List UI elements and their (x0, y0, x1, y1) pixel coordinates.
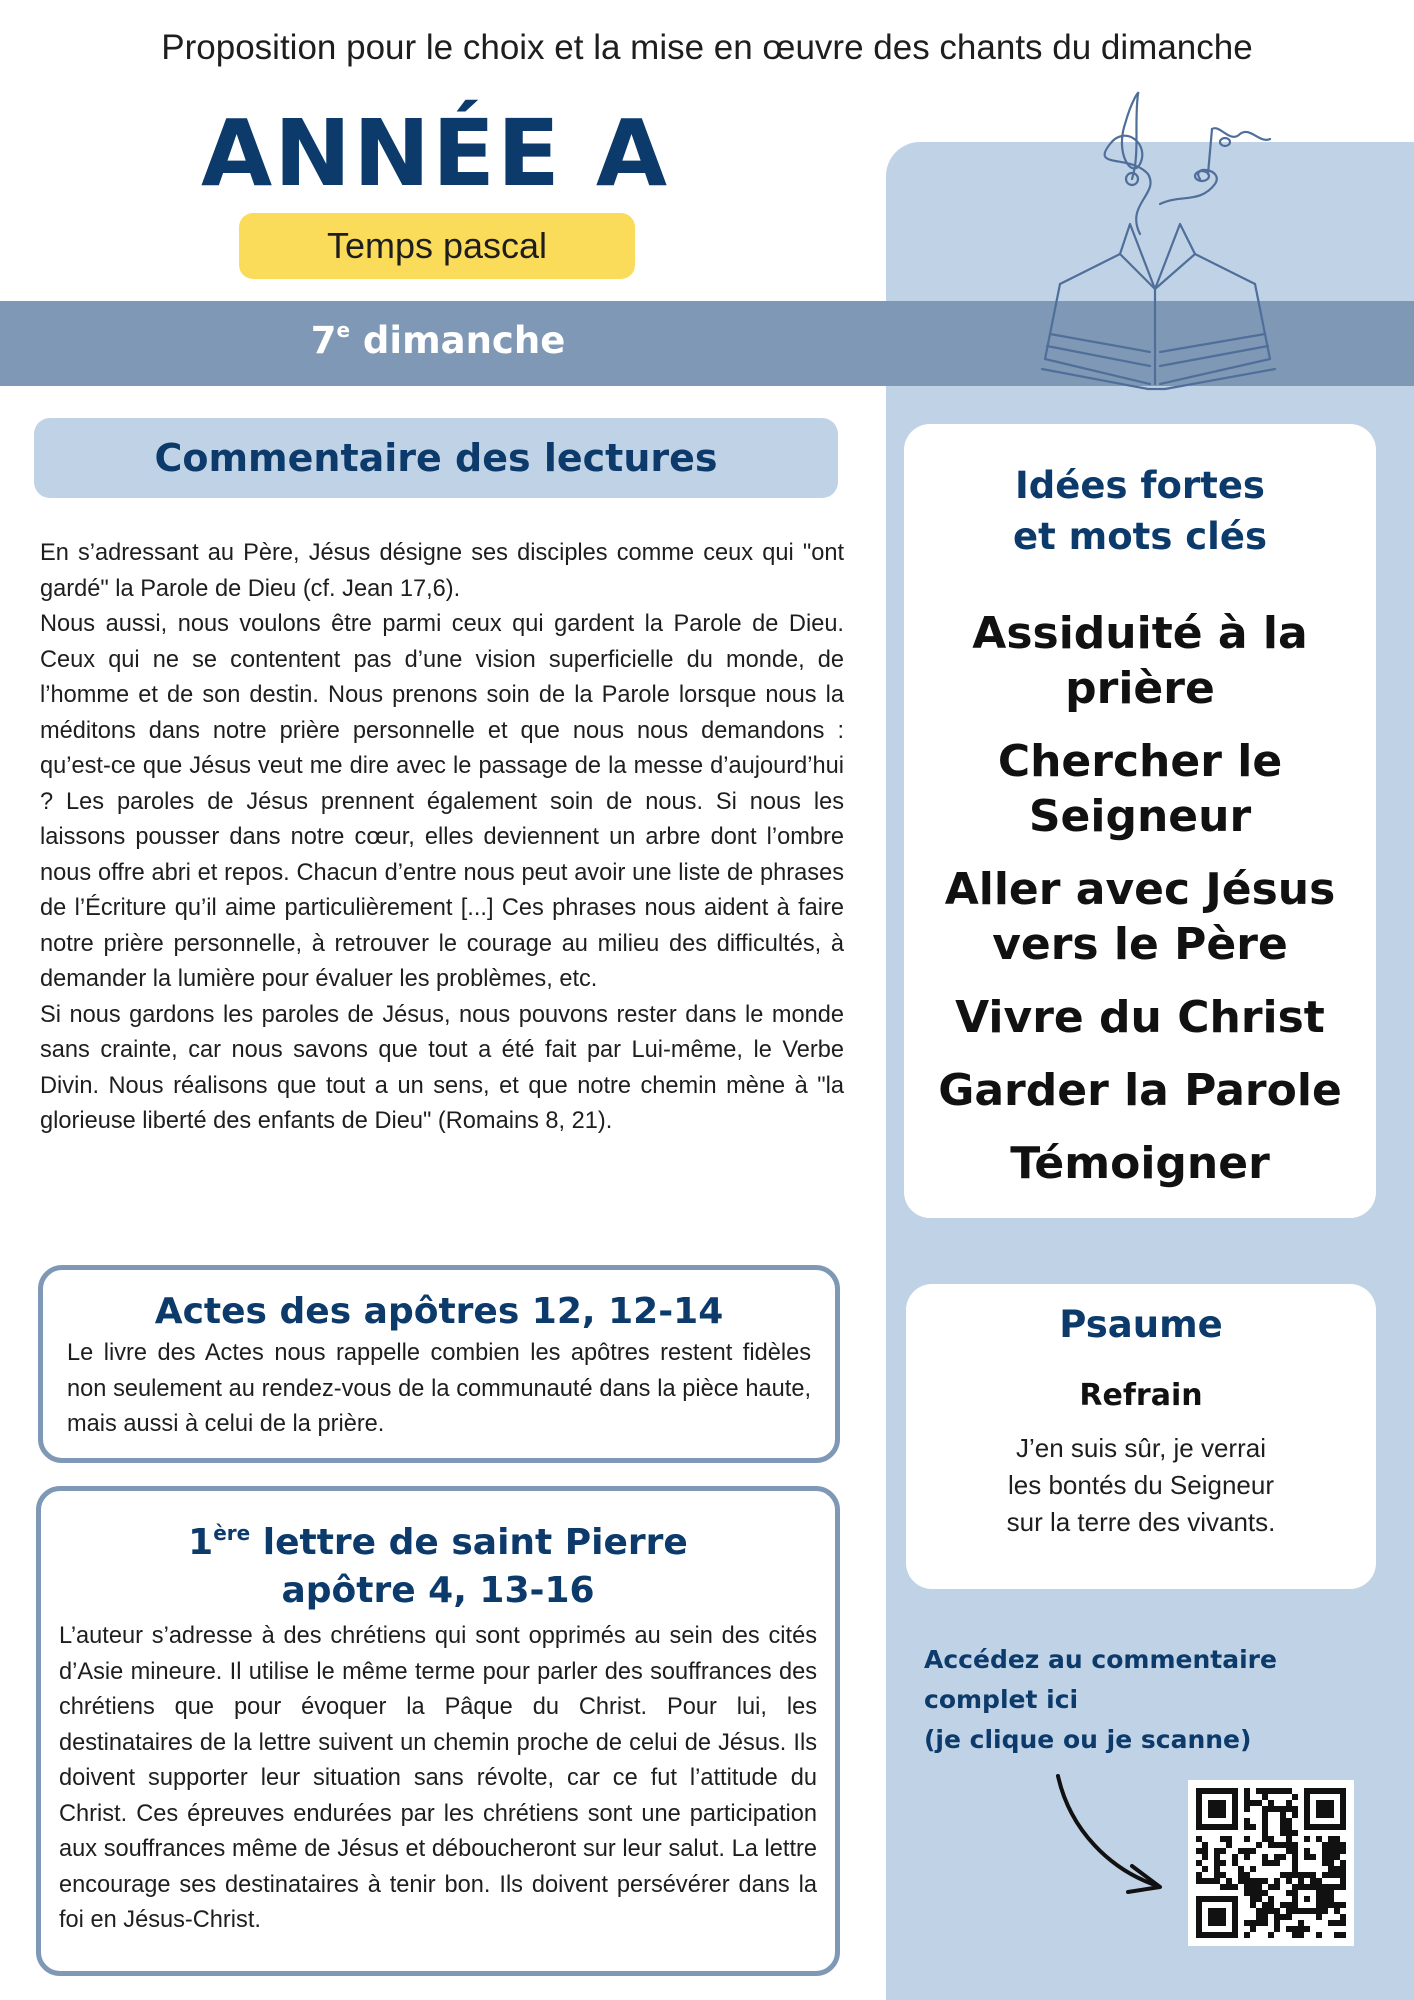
sunday-suffix: e (336, 318, 351, 342)
psalm-line: J’en suis sûr, je verrai (1016, 1433, 1266, 1463)
qr-code-icon (1196, 1788, 1346, 1938)
psalm-title: Psaume (1059, 1303, 1223, 1346)
sunday-word: dimanche (350, 319, 566, 362)
reading-peter-title (59, 1509, 817, 1615)
commentary-paragraph: En s’adressant au Père, Jésus désigne ses disciples comme ceux qui "ont gardé" la Parole de Dieu (cf. Jean 17,6). (40, 540, 844, 602)
keyword-item: Garder la Parole (938, 1065, 1342, 1116)
commentary-text (40, 536, 844, 1140)
qr-code[interactable] (1188, 1780, 1354, 1946)
reading-peter-box (36, 1486, 840, 1976)
commentary-paragraph: Si nous gardons les paroles de Jésus, nous pouvons rester dans le monde sans crainte, car nous savons que tout a été fait par Lui-même, le Verbe Divin. Nous réalisons que tout a un sens, et que notre chemin mène à "la glorieuse liberté des enfants de Dieu" (Romains 8, 21). (40, 1001, 844, 1134)
keyword-item: Chercher le Seigneur (997, 736, 1283, 842)
key-ideas-title-line1: Idées fortes (1015, 464, 1265, 507)
keyword-item: Aller avec Jésus vers le Père (944, 864, 1336, 970)
reading-peter-text: L’auteur s’adresse à des chrétiens qui sont opprimés au sein des cités d’Asie mineure. Il utilise le même terme pour parler des souffrances des chrétiens que pour évoquer la Pâque du Christ. Pour lui, les destinataires de la lettre suivent un chemin proche de celui de Jésus. Ils doivent supporter leur situation sans révolte, car ce fut l’attitude du Christ. Ces épreuves endurées par les chrétiens sont une participation aux souffrances même de Jésus et déboucheront sur leur salut. La lettre encourage ses destinataires à tenir bon. Ils doivent persévérer dans la foi en Jésus-Christ. (59, 1623, 817, 1933)
psalm-line: les bontés du Seigneur (1008, 1470, 1274, 1500)
sunday-title (0, 318, 876, 362)
reading-acts-box (38, 1265, 840, 1463)
commentary-heading: Commentaire des lectures (34, 418, 838, 498)
arrow-icon (1040, 1770, 1170, 1900)
commentary-paragraph: Nous aussi, nous voulons être parmi ceux qui gardent la Parole de Dieu. Ceux qui ne se contentent pas d’une vision superficielle du monde, de l’homme et de son destin. Nous prenons soin de la Parole lorsque nous la méditons dans notre prière personnelle et que nous nous demandons : qu’est-ce que Jésus veut me dire avec le passage de la messe d’aujourd’hui ? Les paroles de Jésus prennent également soin de nous. Si nous les laissons pousser dans notre cœur, elles deviennent un arbre dont l’ombre nous offre abri et repos. Chacun d’entre nous peut avoir une liste de phrases de l’Écriture qu’il aime particulièrement [...] Ces phrases nous aident à faire notre prière personnelle, à retrouver le courage au milieu des difficultés, à demander la lumière pour évaluer les problèmes, etc. (40, 611, 844, 992)
key-ideas-title (904, 460, 1376, 562)
psalm-card (906, 1284, 1376, 1589)
psalm-line: sur la terre des vivants. (1006, 1507, 1276, 1537)
key-ideas-card (904, 424, 1376, 1218)
page-subtitle: Proposition pour le choix et la mise en œuvre des chants du dimanche (161, 28, 1253, 67)
reading-acts-title: Actes des apôtres 12, 12-14 (154, 1291, 724, 1332)
access-line: (je clique ou je scanne) (924, 1725, 1252, 1754)
keyword-item: Vivre du Christ (955, 992, 1325, 1043)
access-line: Accédez au commentaire (924, 1645, 1277, 1674)
refrain-label: Refrain (1079, 1378, 1203, 1413)
keyword-item: Assiduité à la prière (972, 608, 1308, 714)
music-book-icon (1030, 84, 1290, 394)
access-line: complet ici (924, 1685, 1079, 1714)
reading-acts-text: Le livre des Actes nous rappelle combien les apôtres restent fidèles non seulement au rendez-vous de la communauté dans la pièce haute, mais aussi à celui de la prière. (67, 1340, 811, 1437)
keyword-item: Témoigner (1010, 1138, 1270, 1189)
sunday-number: 7 (310, 319, 337, 362)
reading-peter-title-line2: apôtre 4, 13-16 (281, 1570, 595, 1611)
reading-peter-title-rest: lettre de saint Pierre (250, 1522, 688, 1563)
reading-peter-suffix: ère (213, 1521, 251, 1545)
year-title: ANNÉE A (200, 100, 670, 207)
full-commentary-link[interactable] (924, 1640, 1344, 1760)
season-badge: Temps pascal (239, 213, 635, 279)
reading-peter-number: 1 (188, 1522, 214, 1563)
key-ideas-title-line2: et mots clés (1013, 515, 1267, 558)
